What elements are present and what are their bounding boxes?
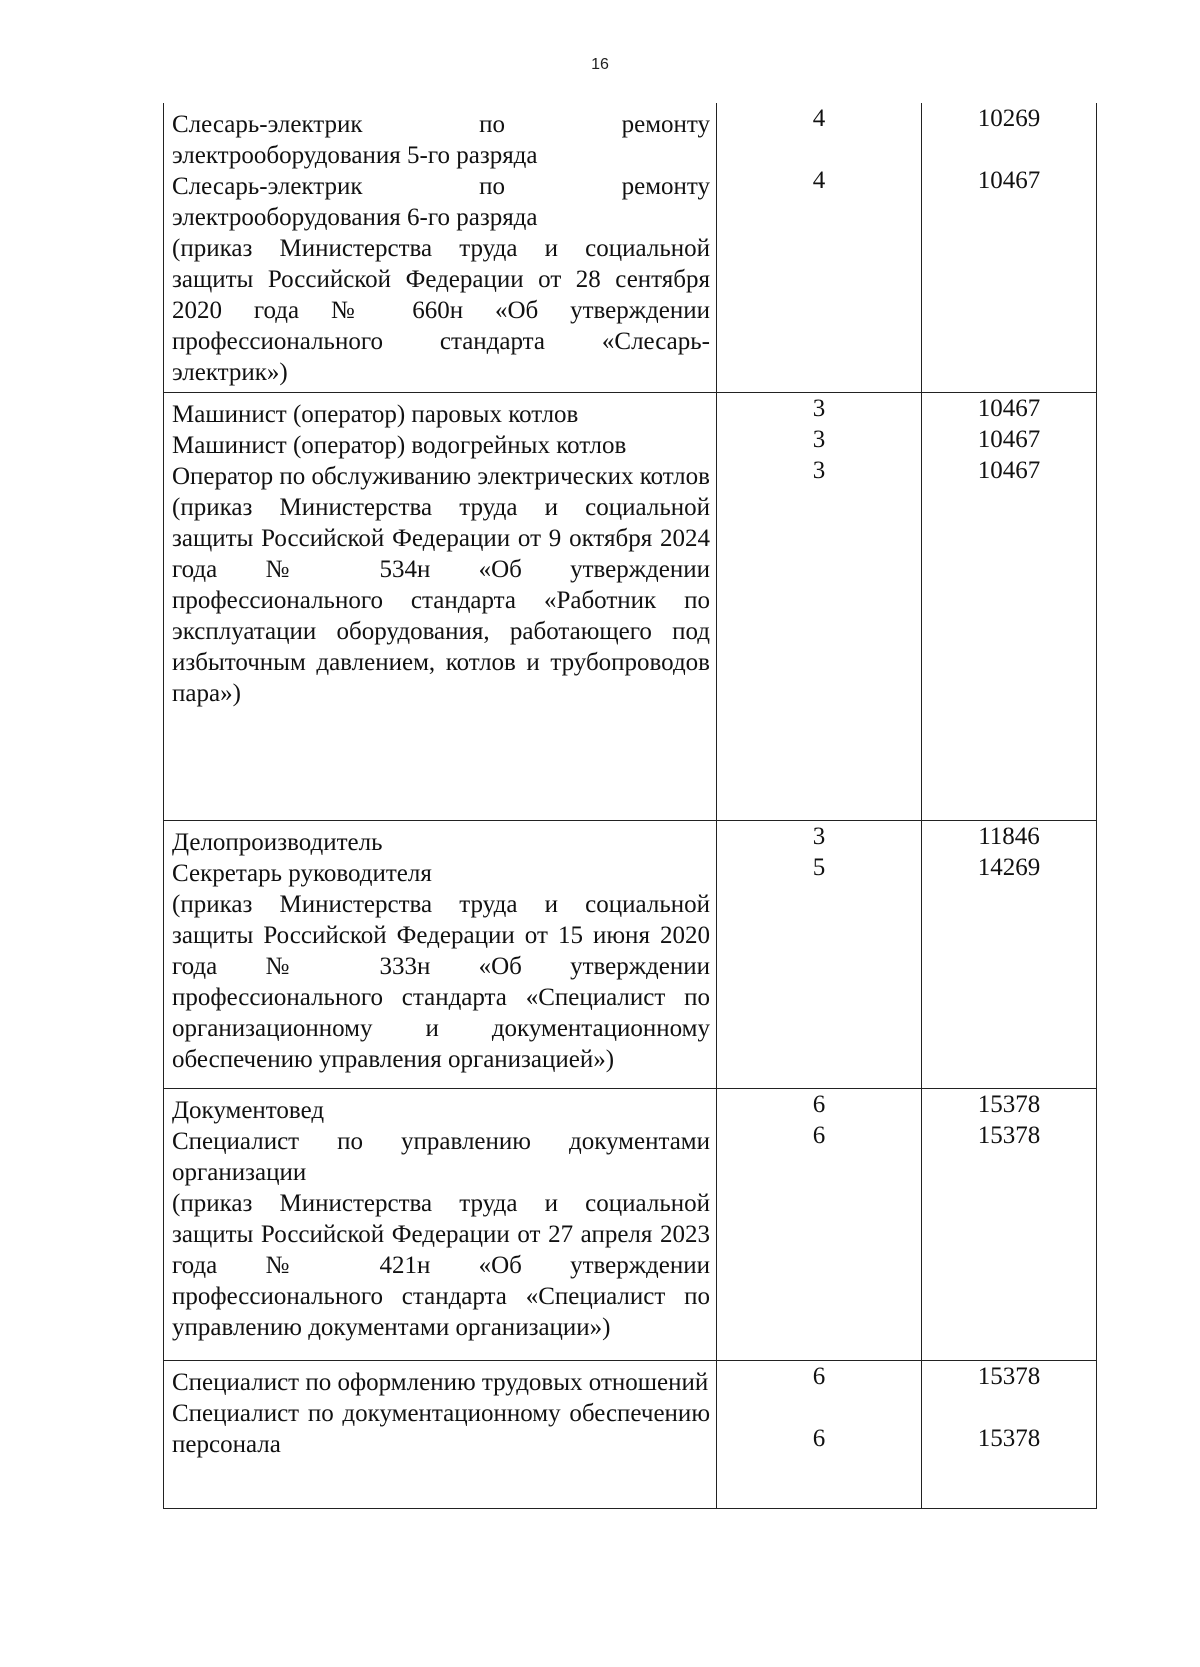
- profession-entry: Машинист (оператор) паровых котлов: [172, 401, 579, 428]
- code-cell: [922, 393, 1097, 821]
- grade-value: 6: [812, 1122, 826, 1149]
- code-value: 15378: [977, 1122, 1041, 1149]
- grade-cell: [717, 1361, 922, 1509]
- profession-entry: Документовед: [172, 1097, 325, 1124]
- code-value: 10467: [977, 426, 1041, 453]
- code-value: 10467: [977, 395, 1041, 422]
- grade-value: 5: [812, 854, 826, 881]
- grade-cell: [717, 103, 922, 393]
- profession-cell: [164, 821, 717, 1089]
- code-value: 15378: [977, 1091, 1041, 1118]
- grade-cell: [717, 393, 922, 821]
- profession-entry: Машинист (оператор) водогрейных котлов: [172, 432, 627, 459]
- standard-reference: (приказ Министерства труда и социальной защиты Российской Федерации от 15 июня 2020 года № 333н «Об утверждении профессионального стандарта «Специалист по организационному и документационному обеспечению управления организацией»): [172, 891, 710, 1073]
- grade-value: 4: [812, 105, 826, 132]
- grade-value: 4: [812, 167, 826, 194]
- profession-entry: Специалист по управлению документами организации: [172, 1128, 710, 1186]
- table-row: [164, 821, 1097, 1089]
- code-value: 10269: [977, 105, 1041, 132]
- grade-cell: [717, 1089, 922, 1361]
- standard-reference: (приказ Министерства труда и социальной защиты Российской Федерации от 27 апреля 2023 года № 421н «Об утверждении профессионального стандарта «Специалист по управлению документами организации»): [172, 1190, 710, 1341]
- grade-value: 3: [812, 426, 826, 453]
- profession-cell: [164, 393, 717, 821]
- profession-entry: Секретарь руководителя: [172, 860, 432, 887]
- grade-cell: [717, 821, 922, 1089]
- code-value: 15378: [977, 1425, 1041, 1452]
- code-cell: [922, 821, 1097, 1089]
- code-value: 14269: [977, 854, 1041, 881]
- code-value: 10467: [977, 167, 1041, 194]
- standard-reference: (приказ Министерства труда и социальной защиты Российской Федерации от 28 сентября 2020 года № 660н «Об утверждении профессионального стандарта «Слесарь-электрик»): [172, 235, 710, 386]
- code-value: 15378: [977, 1363, 1041, 1390]
- table-row: [164, 1089, 1097, 1361]
- profession-cell: [164, 1089, 717, 1361]
- profession-entry: Слесарь-электрик по ремонту электрооборудования 6-го разряда: [172, 173, 710, 231]
- grade-value: 6: [812, 1091, 826, 1118]
- code-value: 10467: [977, 457, 1041, 484]
- code-cell: [922, 1361, 1097, 1509]
- code-cell: [922, 103, 1097, 393]
- grade-value: 3: [812, 457, 826, 484]
- table-row: [164, 1361, 1097, 1509]
- profession-cell: [164, 103, 717, 393]
- table-row: [164, 103, 1097, 393]
- standard-reference: (приказ Министерства труда и социальной защиты Российской Федерации от 9 октября 2024 года № 534н «Об утверждении профессионального стандарта «Работник по эксплуатации оборудования, работающего под избыточным давлением, котлов и трубопроводов пара»): [172, 494, 710, 707]
- profession-cell: [164, 1361, 717, 1509]
- grade-value: 3: [812, 395, 826, 422]
- code-value: 11846: [978, 823, 1040, 850]
- grade-value: 3: [812, 823, 826, 850]
- profession-entry: Специалист по документационному обеспечению персонала: [172, 1400, 710, 1458]
- grade-value: 6: [812, 1363, 826, 1390]
- professions-table: [163, 103, 1097, 1509]
- profession-entry: Слесарь-электрик по ремонту электрооборудования 5-го разряда: [172, 111, 710, 169]
- grade-value: 6: [812, 1425, 826, 1452]
- page-number: 16: [591, 56, 609, 73]
- profession-entry: Специалист по оформлению трудовых отношений: [172, 1369, 709, 1396]
- code-cell: [922, 1089, 1097, 1361]
- table-row: [164, 393, 1097, 821]
- profession-entry: Делопроизводитель: [172, 829, 383, 856]
- profession-entry: Оператор по обслуживанию электрических котлов: [172, 463, 710, 490]
